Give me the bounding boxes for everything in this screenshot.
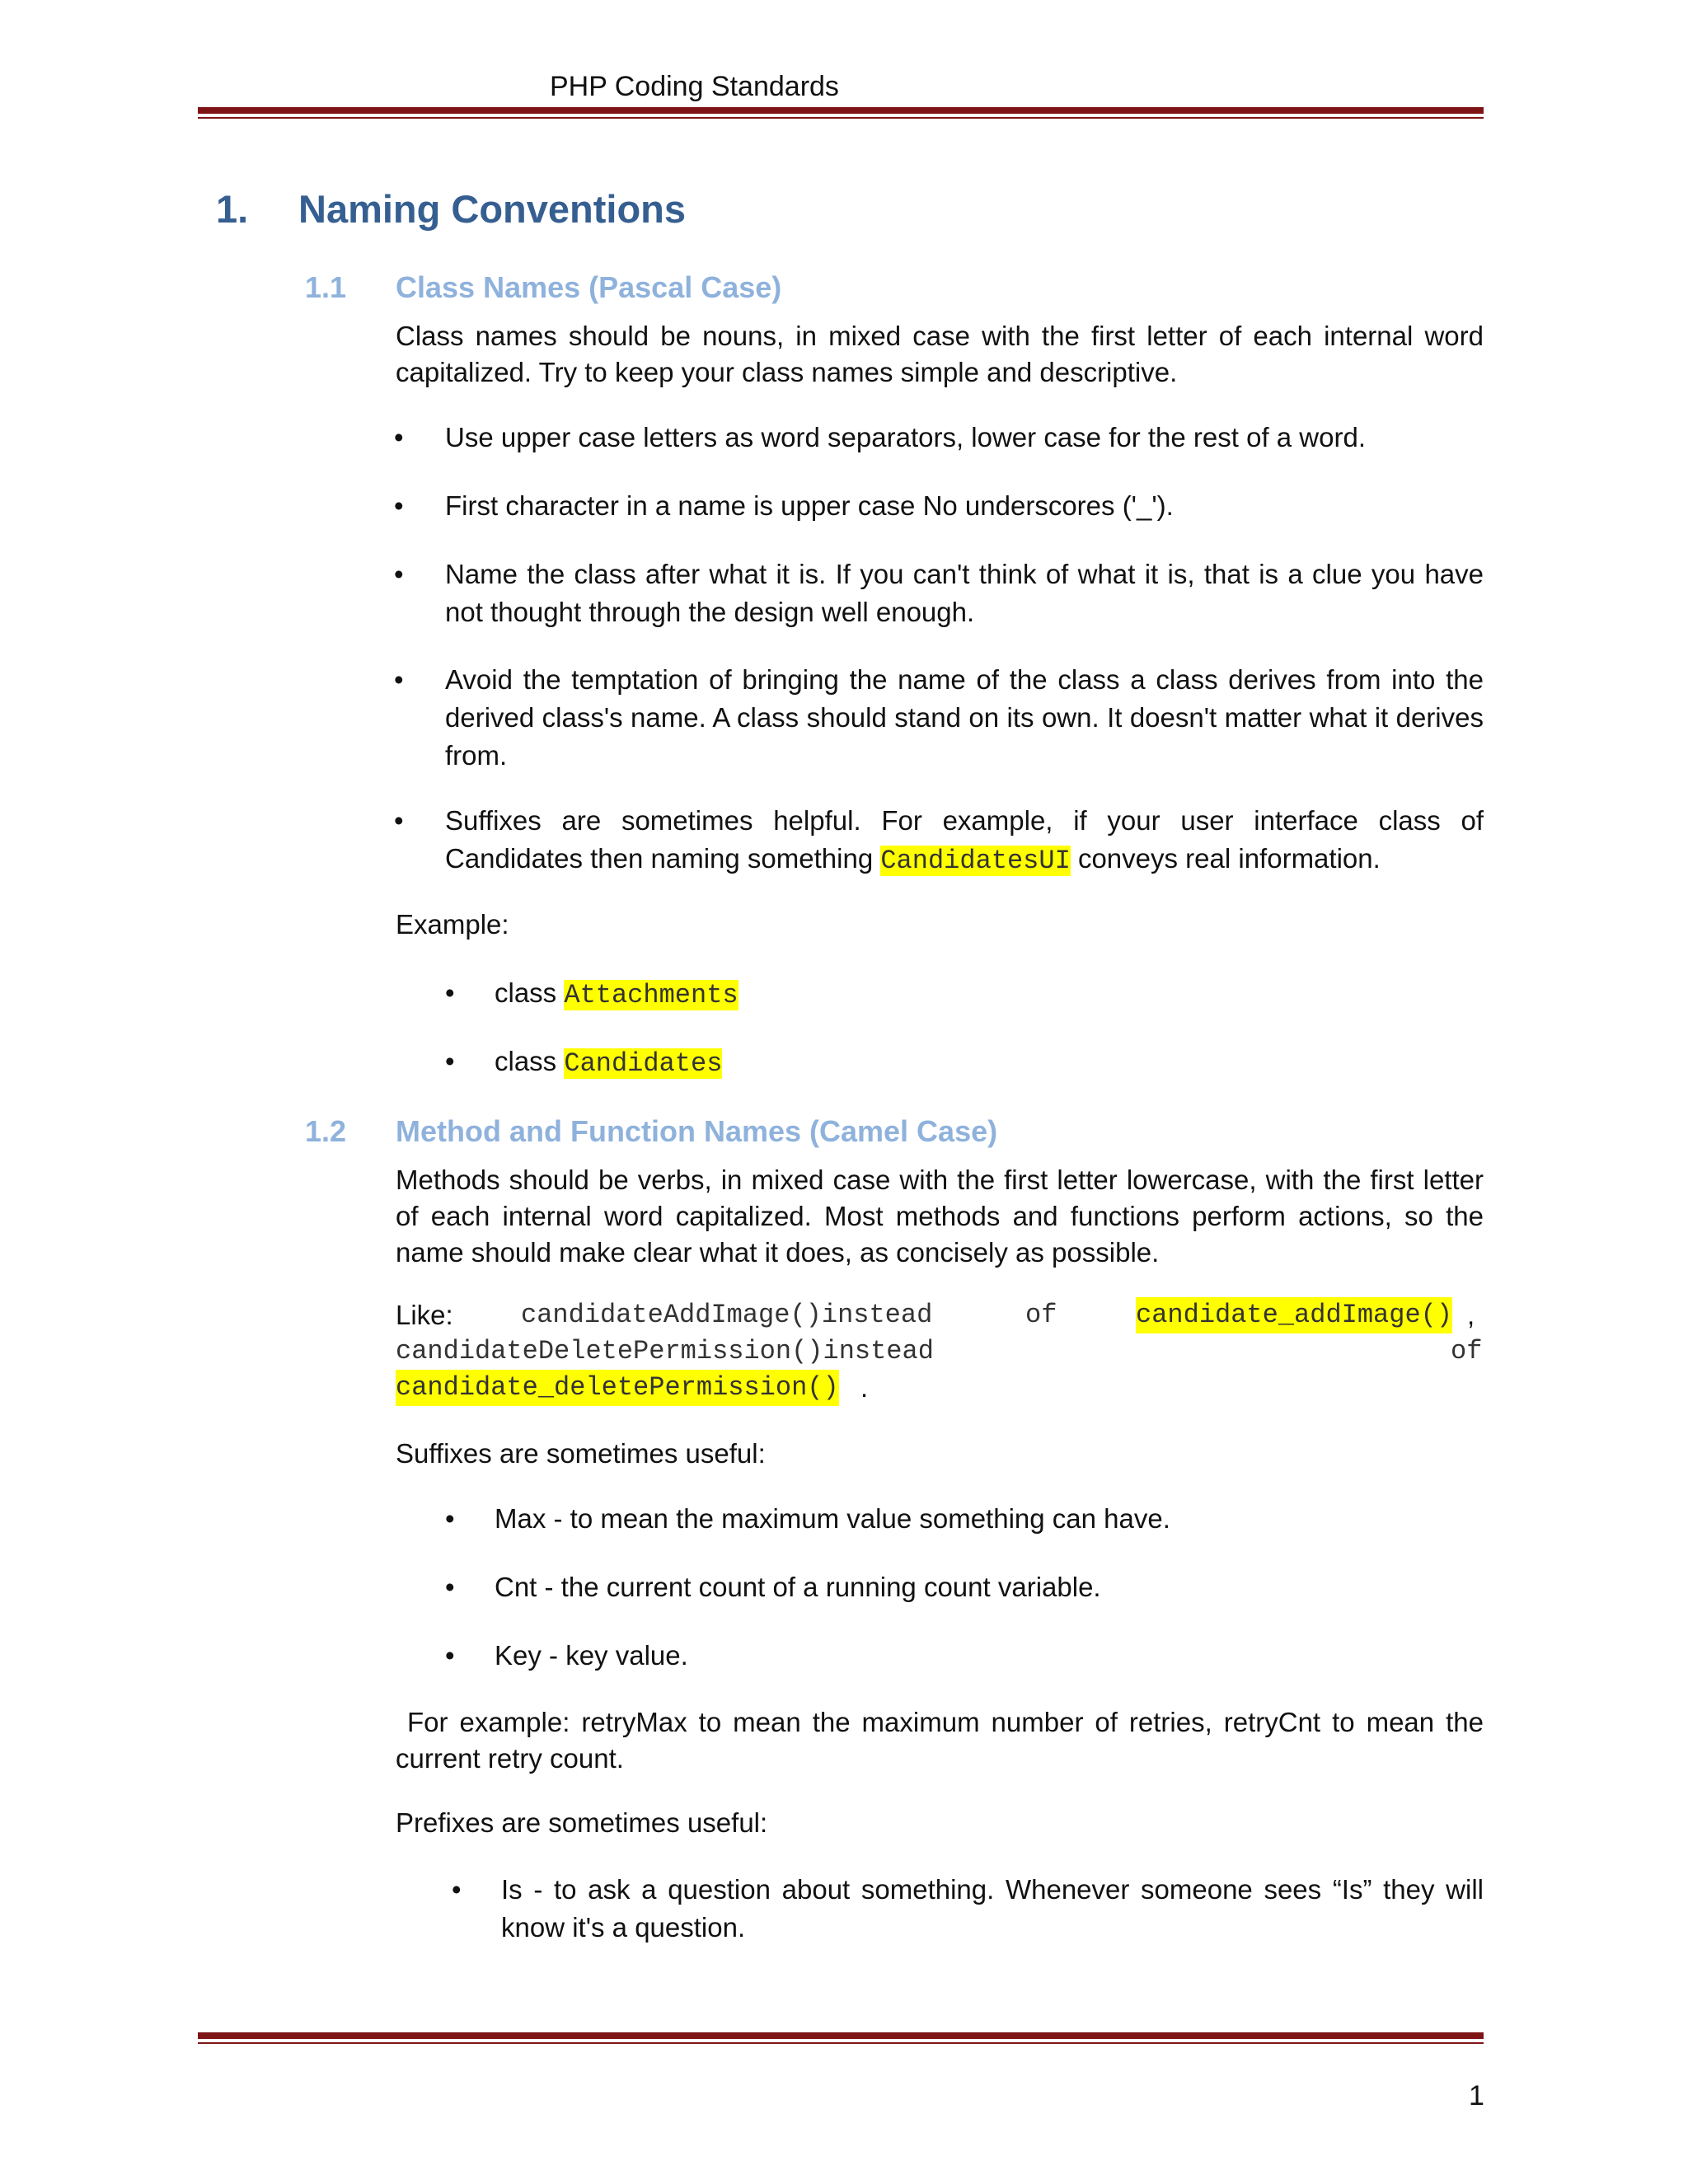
suffix-example: For example: retryMax to mean the maximum number of retries, retryCnt to mean the current retry count. [396, 1707, 1492, 1774]
subsection-heading-1-2 [305, 1114, 997, 1149]
subsection-number: 1.2 [305, 1114, 347, 1148]
section-number: 1. [216, 187, 249, 231]
subsection-number: 1.1 [305, 270, 347, 304]
example-label: Example: [396, 909, 509, 940]
class-names-intro: Class names should be nouns, in mixed case with the first letter of each internal word capitalized. Try to keep your class names simple and descriptive. [396, 321, 1484, 387]
like-line-3: candidate_deletePermission() . [396, 1370, 1484, 1406]
footer-rule-thick [198, 2032, 1484, 2039]
footer-rule-thin [198, 2042, 1484, 2044]
subsection-title: Class Names (Pascal Case) [396, 270, 782, 304]
code-candidate-deletepermission: candidate_deletePermission() [396, 1370, 839, 1406]
like-line-2: candidateDeletePermission()instead of [396, 1336, 1483, 1366]
subsection-title: Method and Function Names (Camel Case) [396, 1114, 998, 1148]
code-attachments: Attachments [564, 980, 738, 1010]
section-title: Naming Conventions [298, 187, 687, 231]
method-names-intro: Methods should be verbs, in mixed case with the first letter lowercase, with the first letter of each internal word capitalized. Most methods and functions perform actions, so the name should make clear what it does, as concisely as possible. [396, 1165, 1484, 1268]
code-candidate-addimage: candidate_addImage() [1136, 1297, 1452, 1333]
section-heading [216, 186, 686, 232]
page-number: 1 [1469, 2080, 1484, 2111]
running-header: PHP Coding Standards [550, 71, 839, 102]
prefix-label: Prefixes are sometimes useful: [396, 1807, 768, 1838]
code-candidates: Candidates [564, 1048, 723, 1079]
like-line-1: Like: candidateAddImage()instead of candidate_addImage() , [396, 1297, 1484, 1333]
code-candidatesui: CandidatesUI [880, 846, 1071, 876]
subsection-heading-1-1 [305, 270, 781, 305]
header-rule-thin [198, 117, 1484, 119]
header-rule-thick [198, 107, 1484, 114]
suffix-label: Suffixes are sometimes useful: [396, 1438, 766, 1469]
document-page: PHP Coding Standards 1. Naming Conventions 1.1 Class Names (Pascal Case) Class names should be nouns, in mixed case with the first letter of each internal word capitalized. Try to keep your class names simple and descriptive. • Use upper case letters as word separators, lower case for the rest of a word. • First character in a name is upper case No underscores ('_'). • Name the class after what it is. If you can't think of what it is, that is a clue you have not thought through the design well enough. • Avoid the temptation of bringing the name of the class a class derives from into the derived class's name. A class should stand on its own. It doesn't matter what it derives from. • Suffixes are sometimes helpful. For example, if your user interface class of Candidates then naming something CandidatesUI conveys real information. Example: • class Attachments • class Candidates 1.2 Method and Function Names (Camel Case) Methods should be verbs, in mixed case with the first letter lowercase, with the first letter of each internal word capitalized. Most methods and functions perform actions, so the name should make clear what it does, as concisely as possible. Like: candidateAddImage()instead of candidate_addImage() , candidateDeletePermission()instead of candidate_deletePermission() . Suffixes are sometimes useful: • Max - to mean the maximum value something can have. • Cnt - the current count of a running count variable. • Key - key value. For example: retryMax to mean the maximum number of retries, retryCnt to mean the current retry count. Prefixes are sometimes useful: • Is - to ask a question about something. Whenever someone sees “Is” they will know it's a question. 1 [0, 0, 1688, 2184]
